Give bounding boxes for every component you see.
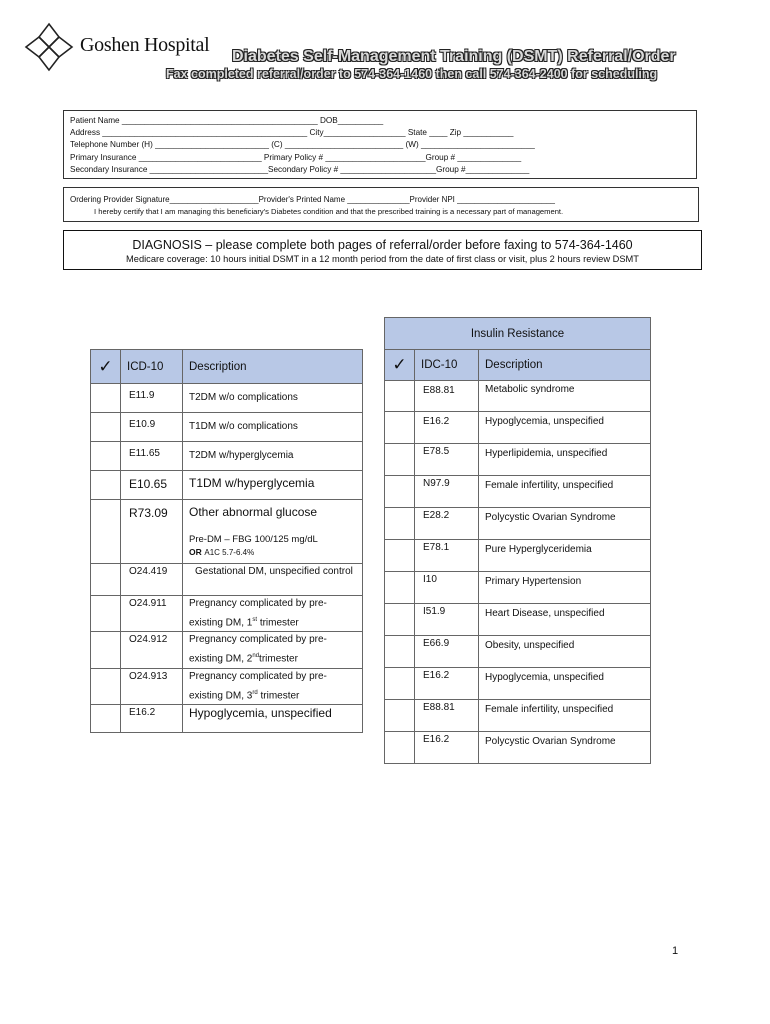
checkbox-cell[interactable] <box>385 604 415 636</box>
idc-code: E28.2 <box>415 508 479 540</box>
or-label: OR <box>189 547 202 557</box>
icd-code: O24.911 <box>121 596 183 632</box>
idc-description: Polycystic Ovarian Syndrome <box>479 508 651 540</box>
idc-code: E88.81 <box>415 381 479 412</box>
logo-text: Goshen Hospital <box>80 34 210 56</box>
idc-code: E16.2 <box>415 732 479 764</box>
icd-description: T2DM w/hyperglycemia <box>183 442 363 471</box>
fax-instructions: Fax completed referral/order to 574-364-1460 then call 574-364-2400 for scheduling <box>166 67 658 81</box>
patient-name-line[interactable]: Patient Name ___________________________________________ DOB__________ <box>70 116 384 125</box>
checkbox-cell[interactable] <box>91 632 121 668</box>
icd-description-cell: Pregnancy complicated by pre- existing DM, 2ndtrimester <box>183 632 363 668</box>
table-row <box>91 564 363 596</box>
trimester-word: trimester <box>259 653 298 665</box>
table-row <box>385 412 651 444</box>
icd-code: R73.09 <box>121 500 183 564</box>
icd-description: T2DM w/o complications <box>183 384 363 413</box>
table-row <box>385 540 651 572</box>
idc-code: I10 <box>415 572 479 604</box>
document-title: Diabetes Self-Management Training (DSMT) Referral/Order <box>232 48 676 65</box>
icd-code: E11.9 <box>121 384 183 413</box>
idc-code: E16.2 <box>415 412 479 444</box>
icd-description: Pregnancy complicated by pre- <box>189 634 327 646</box>
icd-code: E10.65 <box>121 471 183 500</box>
checkbox-cell[interactable] <box>385 412 415 444</box>
checkbox-cell[interactable] <box>385 732 415 764</box>
table-row <box>385 444 651 476</box>
idc-description: Hyperlipidemia, unspecified <box>479 444 651 476</box>
provider-info-box <box>63 187 699 222</box>
provider-certification: I hereby certify that I am managing this beneficiary's Diabetes condition and that the prescribed training is a necessary part of management. <box>94 207 564 216</box>
icd-code: E10.9 <box>121 413 183 442</box>
icd10-column-header: ICD-10 <box>121 350 183 384</box>
idc-code: E16.2 <box>415 668 479 700</box>
telephone-line[interactable]: Telephone Number (H) _________________________ (C) __________________________ (W) _________________________ <box>70 140 535 150</box>
table-row <box>385 700 651 732</box>
table-row <box>91 668 363 704</box>
idc-description: Primary Hypertension <box>479 572 651 604</box>
icd-code: O24.913 <box>121 668 183 704</box>
table-row <box>385 572 651 604</box>
idc10-column-header: IDC-10 <box>415 350 479 381</box>
table-row <box>91 596 363 632</box>
icd-code: E16.2 <box>121 704 183 732</box>
primary-insurance-line[interactable]: Primary Insurance ___________________________ Primary Policy # ______________________Group # ______________ <box>70 152 522 162</box>
checkbox-cell[interactable] <box>91 596 121 632</box>
table-row <box>385 732 651 764</box>
icd-description: Pregnancy complicated by pre- <box>189 670 327 682</box>
checkbox-cell[interactable] <box>385 668 415 700</box>
goshen-hospital-logo-icon <box>24 22 74 72</box>
icd-description: Pregnancy complicated by pre- <box>189 598 327 609</box>
icd-code: O24.912 <box>121 632 183 668</box>
idc-code: E88.81 <box>415 700 479 732</box>
provider-signature-line[interactable]: Ordering Provider Signature____________________Provider's Printed Name ______________Provider NPI ______________________ <box>70 195 556 204</box>
check-column-header: ✓ <box>385 350 415 381</box>
description-column-header: Description <box>183 350 363 384</box>
table-row <box>91 413 363 442</box>
secondary-insurance-line[interactable]: Secondary Insurance __________________________Secondary Policy # _____________________Group #______________ <box>70 164 530 174</box>
checkbox-cell[interactable] <box>91 704 121 732</box>
insulin-resistance-table <box>384 317 651 764</box>
icd-description: T1DM w/o complications <box>183 413 363 442</box>
table-row <box>91 384 363 413</box>
checkbox-cell[interactable] <box>91 413 121 442</box>
idc-description: Female infertility, unspecified <box>479 476 651 508</box>
checkbox-cell[interactable] <box>385 636 415 668</box>
checkbox-cell[interactable] <box>385 381 415 412</box>
table-row <box>91 500 363 564</box>
patient-info-box <box>63 110 697 179</box>
idc-code: E78.5 <box>415 444 479 476</box>
checkbox-cell[interactable] <box>385 476 415 508</box>
checkbox-cell[interactable] <box>91 442 121 471</box>
icd-description-cell <box>183 500 363 564</box>
ordinal-suffix: st <box>252 617 258 623</box>
checkbox-cell[interactable] <box>385 540 415 572</box>
idc-description: Hypoglycemia, unspecified <box>479 668 651 700</box>
idc-description: Heart Disease, unspecified <box>479 604 651 636</box>
idc-description: Female infertility, unspecified <box>479 700 651 732</box>
ordinal-suffix: nd <box>252 653 260 660</box>
idc-description: Obesity, unspecified <box>479 636 651 668</box>
icd-code: O24.419 <box>121 564 183 596</box>
icd-description-cont: existing DM, 1 <box>189 617 253 629</box>
table-row <box>91 704 363 732</box>
table-row <box>385 476 651 508</box>
address-line[interactable]: Address _____________________________________________ City__________________ State ____ Zip ___________ <box>70 128 514 138</box>
icd-description-cell <box>183 596 363 632</box>
trimester-word: trimester <box>259 617 299 629</box>
table-row <box>91 442 363 471</box>
idc-code: I51.9 <box>415 604 479 636</box>
checkbox-cell[interactable] <box>385 700 415 732</box>
checkbox-cell[interactable] <box>385 572 415 604</box>
icd-description: Hypoglycemia, unspecified <box>183 704 363 732</box>
icd10-diabetes-table <box>90 349 363 733</box>
prediabetes-a1c <box>189 546 362 559</box>
table-row <box>385 636 651 668</box>
table-row <box>91 471 363 500</box>
diagnosis-title: DIAGNOSIS – please complete both pages of referral/order before faxing to 574-364-1460 <box>132 238 633 252</box>
ordinal-suffix: rd <box>252 689 258 696</box>
check-column-header: ✓ <box>91 350 121 384</box>
trimester-word: trimester <box>260 689 300 701</box>
table-row <box>385 668 651 700</box>
diagnosis-box <box>63 230 702 270</box>
prediabetes-note: Pre-DM – FBG 100/125 mg/dL <box>189 534 318 545</box>
table-row <box>91 632 363 668</box>
idc-description: Metabolic syndrome <box>479 381 651 412</box>
description-column-header: Description <box>479 350 651 381</box>
idc-description: Pure Hyperglyceridemia <box>479 540 651 572</box>
checkbox-cell[interactable] <box>91 668 121 704</box>
idc-code: E66.9 <box>415 636 479 668</box>
checkbox-cell[interactable] <box>385 444 415 476</box>
icd-description: Gestational DM, unspecified control <box>183 564 363 596</box>
checkbox-cell[interactable] <box>385 508 415 540</box>
checkbox-cell[interactable] <box>91 500 121 564</box>
table-row <box>385 381 651 412</box>
icd-description: Other abnormal glucose <box>189 505 318 519</box>
checkbox-cell[interactable] <box>91 384 121 413</box>
icd-description: T1DM w/hyperglycemia <box>183 471 363 500</box>
icd-description-cell: Pregnancy complicated by pre- existing DM, 3rd trimester <box>183 668 363 704</box>
medicare-coverage-note: Medicare coverage: 10 hours initial DSMT in a 12 month period from the date of first class or visit, plus 2 hours review DSMT <box>126 254 639 264</box>
idc-description: Polycystic Ovarian Syndrome <box>479 732 651 764</box>
a1c-range: A1C 5.7-6.4% <box>204 548 255 557</box>
icd-code: E11.65 <box>121 442 183 471</box>
idc-code: E78.1 <box>415 540 479 572</box>
checkbox-cell[interactable] <box>91 471 121 500</box>
insulin-resistance-title: Insulin Resistance <box>385 318 651 350</box>
idc-code: N97.9 <box>415 476 479 508</box>
checkbox-cell[interactable] <box>91 564 121 596</box>
page-number: 1 <box>672 945 679 957</box>
table-row <box>385 604 651 636</box>
idc-description: Hypoglycemia, unspecified <box>479 412 651 444</box>
table-row <box>385 508 651 540</box>
